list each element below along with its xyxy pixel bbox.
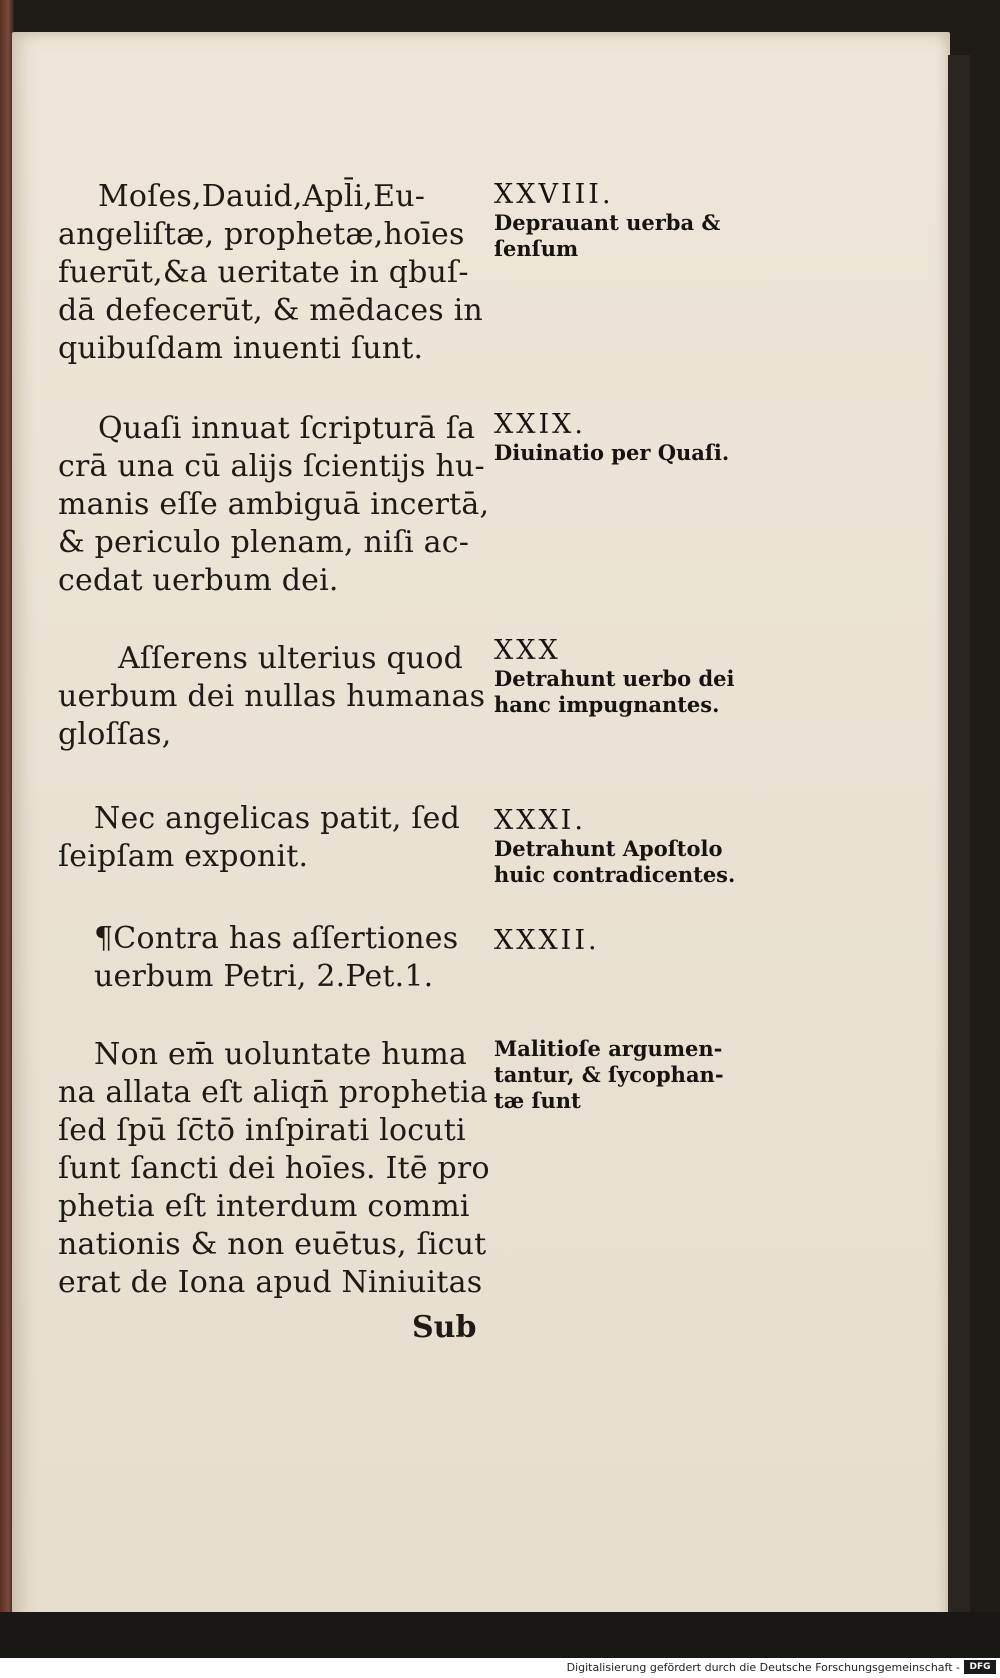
section-numeral: XXIX. [494,409,586,440]
section-numeral: XXXII. [494,925,600,956]
marginal-note-2 [494,410,764,466]
marginal-note-1 [494,180,764,262]
marginal-note-3 [494,636,764,718]
scan-bottom-background [0,1612,1000,1658]
text-line: Quaſi innuat ſcripturā ſa [98,411,476,446]
text-line: ſed ſpū ſc̄tō inſpirati locuti [58,1113,466,1148]
text-line: uerbum dei nullas humanas [58,679,486,714]
text-line: cedat uerbum dei. [58,563,339,598]
text-line: angeliſtæ, prophetæ,hoīes [58,217,465,252]
text-line: ¶Contra has aſſertiones [94,921,459,956]
marginal-note-5 [494,926,764,956]
text-line: gloſſas, [58,717,172,752]
text-line: nationis & non euētus, ſicut [58,1227,487,1262]
dfg-logo: DFG [964,1660,996,1674]
text-line: ſeipſam exponit. [58,839,309,874]
text-line: na allata eſt aliqn̄ prophetia [58,1075,488,1110]
note-line: Detrahunt Apoſtolo [494,836,723,861]
text-line: Non em̄ uoluntate huma [94,1037,467,1072]
section-numeral: XXXI. [494,805,586,836]
note-line: tæ ſunt [494,1088,581,1113]
note-line: Detrahunt uerbo dei [494,666,735,691]
section-numeral: XXVIII. [494,179,614,210]
text-line: & periculo plenam, niſi ac- [58,525,470,560]
text-line: uerbum Petri, 2.Pet.1. [94,959,434,994]
text-line: manis eſſe ambiguā incertā, [58,487,490,522]
text-line: quibuſdam inuenti ſunt. [58,331,424,366]
note-line: hanc impugnantes. [494,692,720,717]
note-line: Deprauant uerba & [494,210,721,235]
text-line: Nec angelicas patit, ſed [94,801,461,836]
paragraph-6 [58,1036,488,1302]
paragraph-2 [58,410,488,600]
paragraph-4 [58,800,488,876]
marginal-note-6 [494,1036,764,1114]
text-line: erat de Iona apud Niniuitas [58,1265,483,1300]
footer-credit: Digitalisierung gefördert durch die Deutsche Forschungsgemeinschaft - [566,1661,960,1674]
note-line: Malitioſe argumen- [494,1036,723,1061]
paragraph-1 [58,178,488,368]
text-line: phetia eſt interdum commi [58,1189,470,1224]
paragraph-3 [58,640,488,754]
note-line: Diuinatio per Quaſi. [494,440,730,465]
marginal-note-4 [494,806,764,888]
note-line: huic contradicentes. [494,862,736,887]
text-line: crā una cū alijs ſcientijs hu- [58,449,485,484]
text-line: ſunt ſancti dei hoīes. Itē pro [58,1151,490,1186]
paragraph-5 [58,920,488,996]
section-numeral: XXX [494,635,561,666]
text-line: fuerūt,&a ueritate in qbuſ- [58,255,469,290]
catchword: Sub [412,1310,477,1345]
page-right-shadow [948,55,970,1615]
text-line: dā defecerūt, & mēdaces in [58,293,483,328]
note-line: ſenſum [494,236,579,261]
text-line: Moſes,Dauid,Apl̄i,Eu- [98,179,426,214]
text-line: Aſſerens ulterius quod [118,641,464,676]
note-line: tantur, & ſycophan- [494,1062,724,1087]
